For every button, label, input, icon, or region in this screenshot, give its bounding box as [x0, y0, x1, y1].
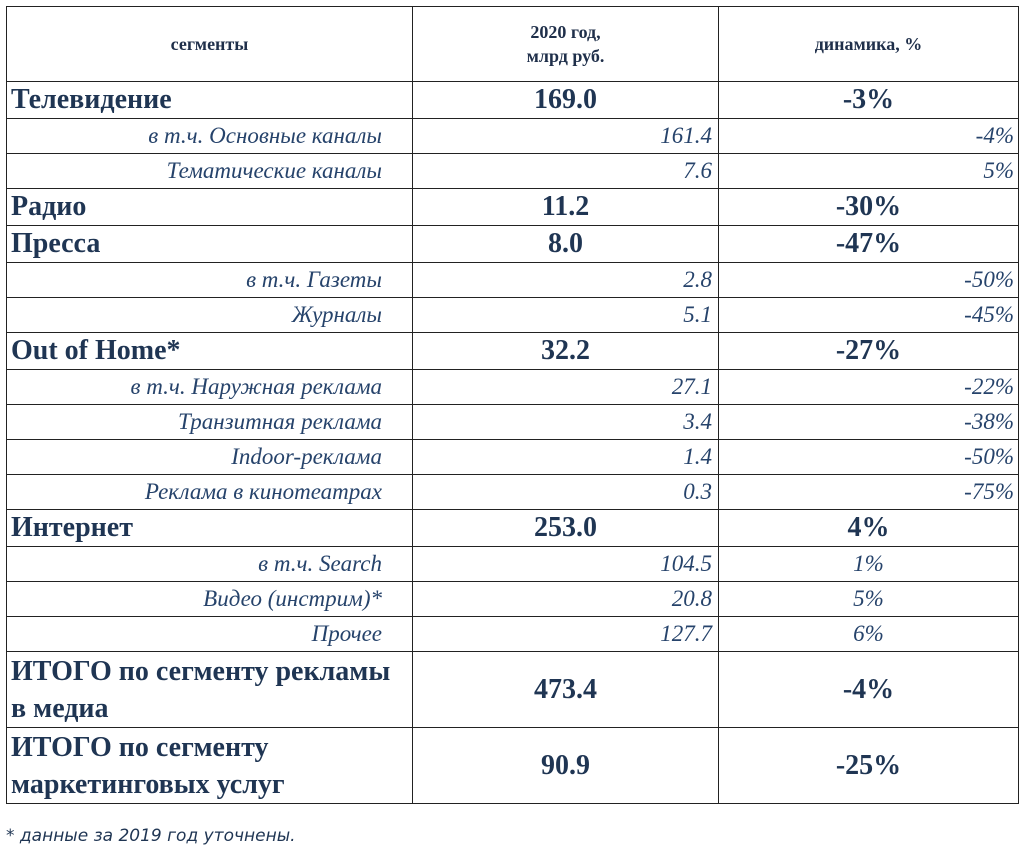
segment-change: -30% [719, 189, 1019, 226]
subsegment-row [7, 154, 1019, 189]
subsegment-row [7, 405, 1019, 440]
header-year-value: 2020 год, млрд руб. [413, 7, 719, 82]
segment-name: Тематические каналы [7, 154, 413, 189]
total-row [7, 652, 1019, 728]
segment-change: 6% [719, 617, 1019, 652]
segment-value: 2.8 [413, 263, 719, 298]
segment-change: -27% [719, 333, 1019, 370]
segment-change: -45% [719, 298, 1019, 333]
segment-change: -25% [719, 728, 1019, 804]
ad-market-table-container [6, 6, 1018, 804]
segment-name: Out of Home* [7, 333, 413, 370]
segment-name: Видео (инстрим)* [7, 582, 413, 617]
header-dynamics: динамика, % [719, 7, 1019, 82]
subsegment-row [7, 263, 1019, 298]
segment-name: в т.ч. Search [7, 547, 413, 582]
ad-market-table [6, 6, 1019, 804]
segment-change: -47% [719, 226, 1019, 263]
segment-name: Журналы [7, 298, 413, 333]
segment-name: в т.ч. Наружная реклама [7, 370, 413, 405]
segment-change: -50% [719, 263, 1019, 298]
subsegment-row [7, 547, 1019, 582]
subsegment-row [7, 440, 1019, 475]
segment-change: -38% [719, 405, 1019, 440]
segment-name: Телевидение [7, 82, 413, 119]
segment-name: в т.ч. Газеты [7, 263, 413, 298]
subsegment-row [7, 617, 1019, 652]
subsegment-row [7, 370, 1019, 405]
segment-value: 90.9 [413, 728, 719, 804]
segment-row [7, 226, 1019, 263]
segment-value: 3.4 [413, 405, 719, 440]
segment-value: 32.2 [413, 333, 719, 370]
subsegment-row [7, 119, 1019, 154]
segment-value: 127.7 [413, 617, 719, 652]
segment-value: 473.4 [413, 652, 719, 728]
segment-change: -50% [719, 440, 1019, 475]
segment-change: -3% [719, 82, 1019, 119]
segment-value: 104.5 [413, 547, 719, 582]
segment-name: Радио [7, 189, 413, 226]
segment-change: 4% [719, 510, 1019, 547]
segment-name: Интернет [7, 510, 413, 547]
segment-name: Indoor-реклама [7, 440, 413, 475]
segment-name: Транзитная реклама [7, 405, 413, 440]
footnote: * данные за 2019 год уточнены. [6, 826, 296, 846]
segment-value: 5.1 [413, 298, 719, 333]
segment-name: Пресса [7, 226, 413, 263]
segment-value: 161.4 [413, 119, 719, 154]
segment-name: ИТОГО по сегменту рекламы в медиа [7, 652, 413, 728]
header-segments: сегменты [7, 7, 413, 82]
segment-value: 169.0 [413, 82, 719, 119]
segment-change: -75% [719, 475, 1019, 510]
segment-row [7, 82, 1019, 119]
segment-name: Прочее [7, 617, 413, 652]
segment-value: 8.0 [413, 226, 719, 263]
subsegment-row [7, 298, 1019, 333]
segment-row [7, 189, 1019, 226]
segment-change: -4% [719, 119, 1019, 154]
segment-name: ИТОГО по сегменту маркетинговых услуг [7, 728, 413, 804]
segment-change: -22% [719, 370, 1019, 405]
segment-name: в т.ч. Основные каналы [7, 119, 413, 154]
segment-change: 5% [719, 582, 1019, 617]
segment-value: 20.8 [413, 582, 719, 617]
segment-value: 253.0 [413, 510, 719, 547]
segment-value: 0.3 [413, 475, 719, 510]
subsegment-row [7, 475, 1019, 510]
segment-change: -4% [719, 652, 1019, 728]
total-row [7, 728, 1019, 804]
segment-value: 27.1 [413, 370, 719, 405]
segment-change: 5% [719, 154, 1019, 189]
segment-change: 1% [719, 547, 1019, 582]
subsegment-row [7, 582, 1019, 617]
segment-row [7, 510, 1019, 547]
segment-name: Реклама в кинотеатрах [7, 475, 413, 510]
segment-value: 1.4 [413, 440, 719, 475]
header-row [7, 7, 1019, 82]
segment-value: 11.2 [413, 189, 719, 226]
segment-row [7, 333, 1019, 370]
segment-value: 7.6 [413, 154, 719, 189]
